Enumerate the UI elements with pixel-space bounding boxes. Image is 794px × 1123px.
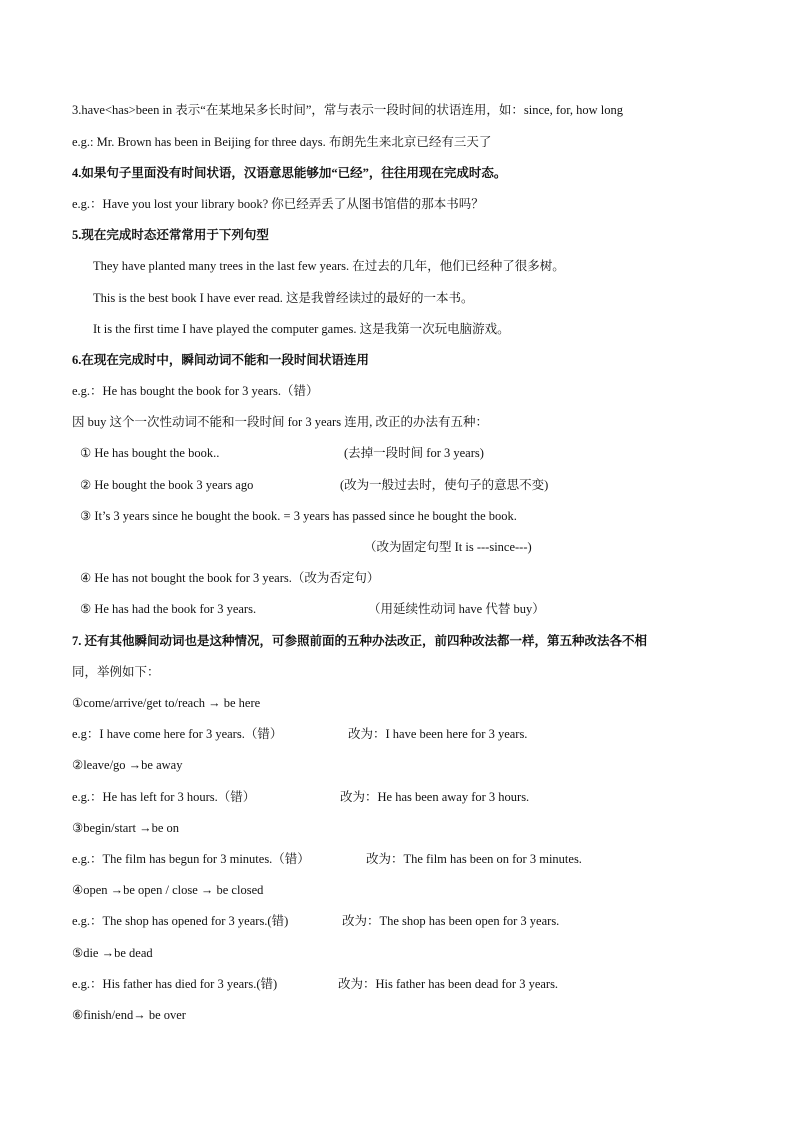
example-sentence: It is the first time I have played the computer games. 这是我第一次玩电脑游戏。 [93, 322, 510, 336]
section-heading: 4.如果句子里面没有时间状语，汉语意思能够加“已经”，往往用现在完成时态。 [72, 166, 507, 180]
corrected-example: 改为：He has been away for 3 hours. [340, 790, 530, 804]
verb-pair: ⑥finish/end→ be over [72, 1008, 186, 1022]
example-sentence: This is the best book I have ever read. 这是我曾经读过的最好的一本书。 [93, 291, 474, 305]
corrected-example: 改为：His father has been dead for 3 years. [338, 977, 559, 991]
option-note: （改为固定句型 It is ---since---) [364, 540, 532, 554]
section-heading: 6.在现在完成时中，瞬间动词不能和一段时间状语连用 [72, 353, 369, 367]
verb-pair: ①come/arrive/get to/reach → be here [72, 696, 261, 710]
text-line: e.g.：He has bought the book for 3 years.（错） [72, 384, 319, 398]
text-line: 3.have<has>been in 表示“在某地呆多长时间”，常与表示一段时间的状语连用，如：since, for, how long [72, 103, 624, 117]
option-note: (改为一般过去时，使句子的意思不变) [340, 478, 549, 492]
option-2 [80, 477, 740, 493]
correction-row [72, 789, 732, 805]
option-text: ③ It’s 3 years since he bought the book. = 3 years has passed since he bought the book. [80, 509, 517, 523]
example-sentence: They have planted many trees in the last few years. 在过去的几年，他们已经种了很多树。 [93, 259, 565, 273]
correction-row [72, 976, 732, 992]
correction-row [72, 913, 732, 929]
option-note: （用延续性动词 have 代替 buy） [368, 602, 545, 616]
verb-pair: ⑤die →be dead [72, 946, 153, 960]
option-3 [80, 508, 740, 524]
text-line: e.g.: Mr. Brown has been in Beijing for three days. 布朗先生来北京已经有三天了 [72, 135, 492, 149]
option-text: ④ He has not bought the book for 3 years.（改为否定句） [80, 571, 380, 585]
wrong-example: e.g：I have come here for 3 years.（错） [72, 727, 283, 741]
option-note: (去掉一段时间 for 3 years) [344, 446, 484, 460]
section-heading: 5.现在完成时态还常常用于下列句型 [72, 228, 269, 242]
option-4 [80, 570, 740, 586]
verb-pair: ③begin/start →be on [72, 821, 180, 835]
option-5 [80, 601, 740, 617]
wrong-example: e.g.：His father has died for 3 years.(错) [72, 977, 278, 991]
correction-row [72, 726, 732, 742]
corrected-example: 改为：The film has been on for 3 minutes. [366, 852, 582, 866]
option-text: ① He has bought the book.. [80, 446, 220, 460]
correction-row [72, 851, 732, 867]
verb-pair: ②leave/go →be away [72, 758, 183, 772]
wrong-example: e.g.：He has left for 3 hours.（错） [72, 790, 256, 804]
option-1 [80, 445, 740, 461]
wrong-example: e.g.：The film has begun for 3 minutes.（错） [72, 852, 310, 866]
option-text: ② He bought the book 3 years ago [80, 478, 254, 492]
text-line: 同，举例如下： [72, 665, 160, 679]
text-line: 因 buy 这个一次性动词不能和一段时间 for 3 years 连用, 改正的办法有五种： [72, 415, 488, 429]
verb-pair: ④open →be open / close → be closed [72, 883, 264, 897]
corrected-example: 改为：The shop has been open for 3 years. [342, 914, 560, 928]
wrong-example: e.g.：The shop has opened for 3 years.(错) [72, 914, 289, 928]
section-heading: 7. 还有其他瞬间动词也是这种情况，可参照前面的五种办法改正，前四种改法都一样，第五种改法各不相 [72, 634, 648, 648]
corrected-example: 改为：I have been here for 3 years. [348, 727, 528, 741]
text-line: e.g.：Have you lost your library book? 你已经弄丢了从图书馆借的那本书吗？ [72, 197, 484, 211]
option-text: ⑤ He has had the book for 3 years. [80, 602, 257, 616]
